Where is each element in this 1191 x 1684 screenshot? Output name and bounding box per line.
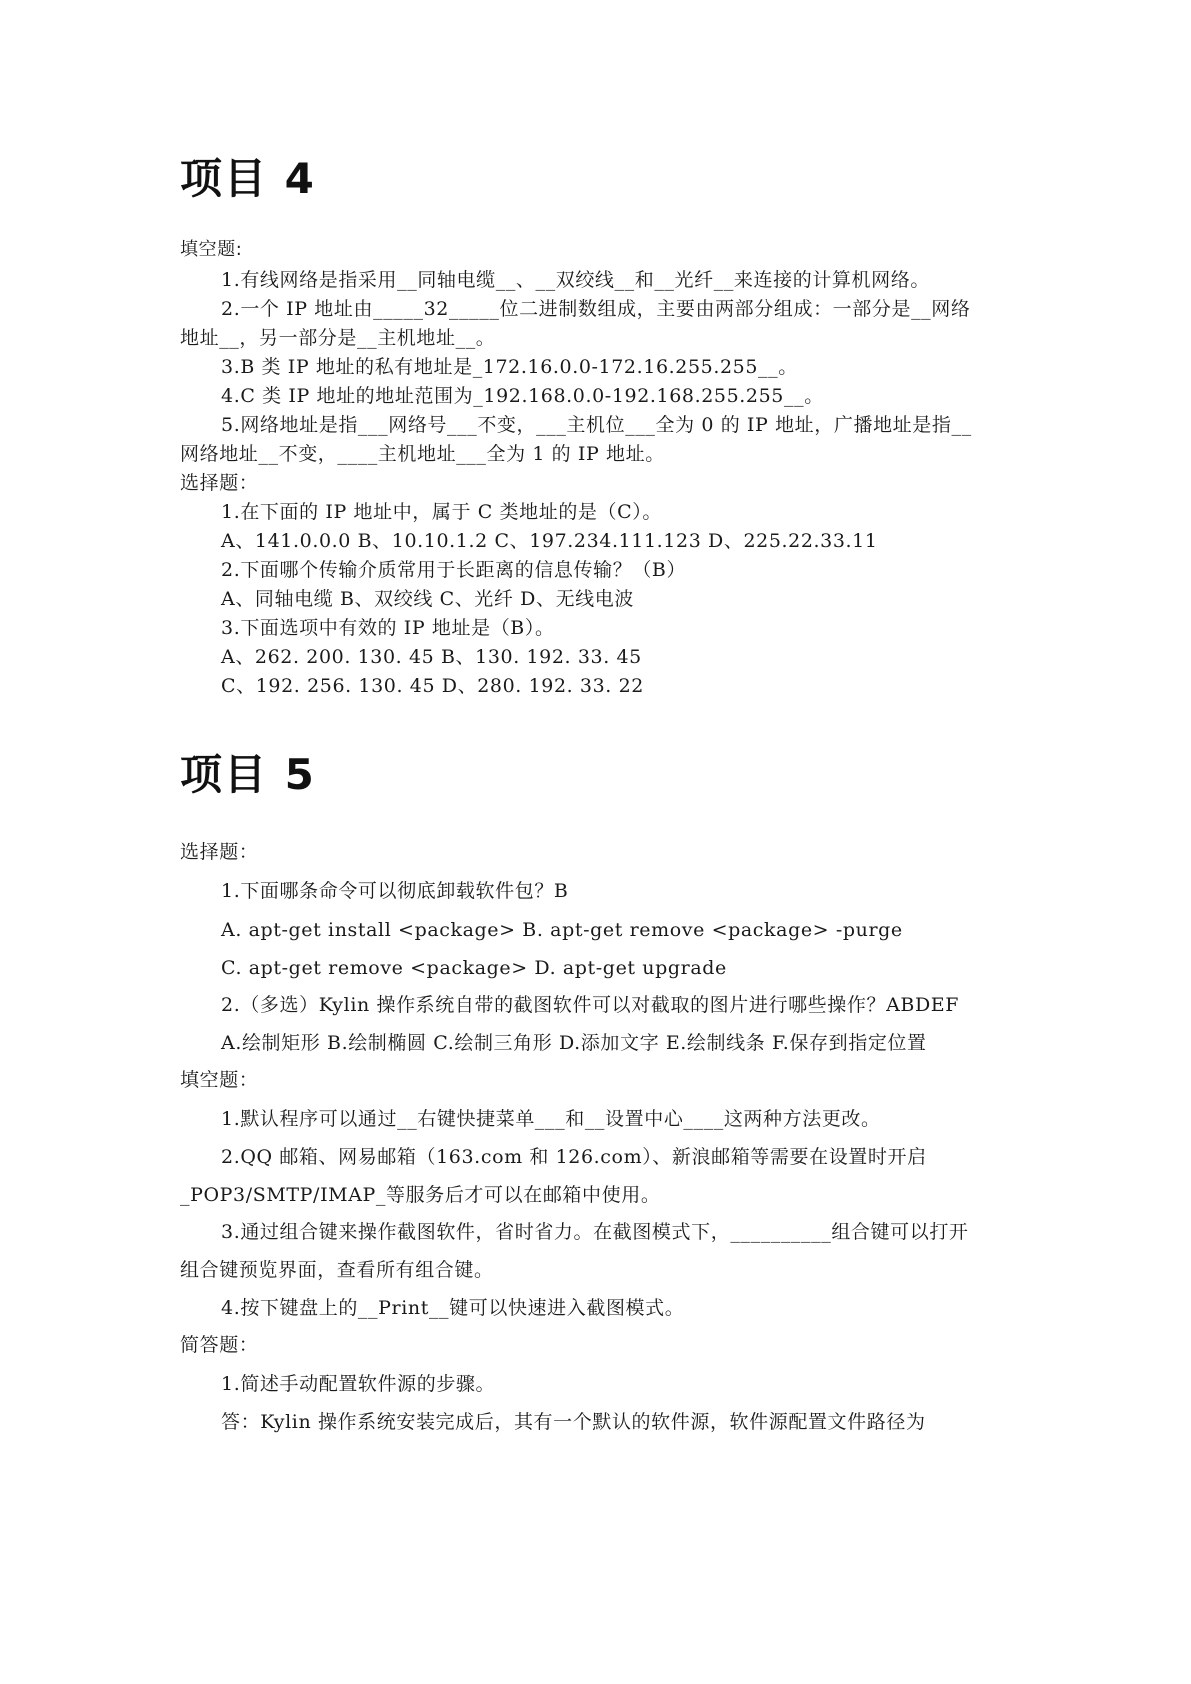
fill-question-line: 1.有线网络是指采用__同轴电缆__、__双绞线__和__光纤__来连接的计算机网络。 [221,269,930,291]
choice-heading: 选择题： [180,841,259,863]
choice-option-line: A、同轴电缆 B、双绞线 C、光纤 D、无线电波 [221,588,634,610]
choice-option-line: A、262. 200. 130. 45 B、130. 192. 33. 45 [221,646,642,668]
choice-question-line: 1.下面哪条命令可以彻底卸载软件包？B [221,880,569,902]
choice-question-line: 2.下面哪个传输介质常用于长距离的信息传输？（B） [221,559,687,581]
project-4-title: 项目 4 [180,154,316,203]
fill-question-line: 4.按下键盘上的__Print__键可以快速进入截图模式。 [221,1297,685,1319]
choice-option-line: C. apt-get remove <package> D. apt-get upgrade [221,957,727,979]
fill-question-line: 3.通过组合键来操作截图软件，省时省力。在截图模式下，__________组合键可以打开 [221,1221,969,1243]
fill-in-heading: 填空题: [180,239,243,260]
choice-question-line: 1.在下面的 IP 地址中，属于 C 类地址的是（C）。 [221,501,662,523]
short-answer-text: 答：Kylin 操作系统安装完成后，其有一个默认的软件源，软件源配置文件路径为 [221,1411,926,1433]
choice-option-line: A. apt-get install <package> B. apt-get remove <package> -purge [221,919,903,941]
choice-heading: 选择题： [180,472,259,494]
fill-in-heading: 填空题： [180,1069,259,1091]
fill-question-line: 组合键预览界面，查看所有组合键。 [180,1259,494,1281]
choice-option-line: C、192. 256. 130. 45 D、280. 192. 33. 22 [221,675,644,697]
fill-question-line: 2.QQ 邮箱、网易邮箱（163.com 和 126.com）、新浪邮箱等需要在设置时开启 [221,1146,927,1168]
fill-question-line: 2.一个 IP 地址由_____32_____位二进制数组成，主要由两部分组成：一部分是__网络 [221,298,971,320]
choice-question-line: 2.（多选）Kylin 操作系统自带的截图软件可以对截取的图片进行哪些操作？ABDEF [221,994,960,1016]
project-5-title: 项目 5 [180,750,316,799]
choice-question-line: 3.下面选项中有效的 IP 地址是（B）。 [221,617,555,639]
fill-question-line: 1.默认程序可以通过__右键快捷菜单___和__设置中心____这两种方法更改。 [221,1108,881,1130]
fill-question-line: 网络地址__不变，____主机地址___全为 1 的 IP 地址。 [180,443,665,465]
fill-question-line: 地址__，另一部分是__主机地址__。 [180,327,496,349]
fill-question-line: 5.网络地址是指___网络号___不变，___主机位___全为 0 的 IP 地址，广播地址是指__ [221,414,972,436]
short-answer-heading: 简答题： [180,1334,259,1356]
fill-question-line: 4.C 类 IP 地址的地址范围为_192.168.0.0-192.168.255.255__。 [221,385,824,407]
choice-option-line: A、141.0.0.0 B、10.10.1.2 C、197.234.111.123 D、225.22.33.11 [221,530,878,552]
fill-question-line: 3.B 类 IP 地址的私有地址是_172.16.0.0-172.16.255.255__。 [221,356,798,378]
short-answer-question: 1.简述手动配置软件源的步骤。 [221,1373,496,1395]
fill-question-line: _POP3/SMTP/IMAP_等服务后才可以在邮箱中使用。 [180,1184,661,1206]
choice-option-line: A.绘制矩形 B.绘制椭圆 C.绘制三角形 D.添加文字 E.绘制线条 F.保存到指定位置 [221,1032,927,1054]
